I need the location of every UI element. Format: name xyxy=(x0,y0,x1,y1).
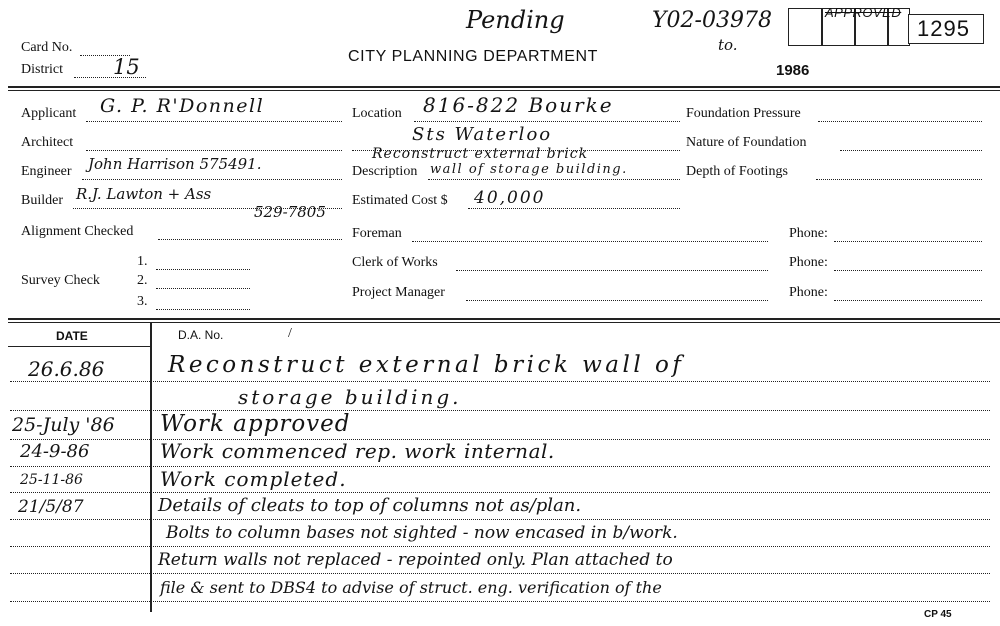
survey-line xyxy=(156,309,250,310)
survey-line xyxy=(156,269,250,270)
project-manager-line xyxy=(466,300,768,301)
log-top-rule-inner xyxy=(8,322,1000,323)
location-label: Location xyxy=(352,106,402,121)
log-ruled-line xyxy=(10,573,990,574)
phone-label: Phone: xyxy=(789,285,828,300)
phone-label: Phone: xyxy=(789,226,828,241)
depth-footings-line xyxy=(816,179,982,180)
foundation-pressure-label: Foundation Pressure xyxy=(686,106,801,121)
log-text: Reconstruct external brick wall of xyxy=(168,352,685,378)
nature-foundation-line xyxy=(840,150,982,151)
phone-line xyxy=(834,270,982,271)
top-rule-inner xyxy=(8,90,1000,91)
log-ruled-line xyxy=(10,466,990,467)
phone-line xyxy=(834,241,982,242)
alignment-label: Alignment Checked xyxy=(21,224,134,239)
log-date: 21/5/87 xyxy=(18,497,84,517)
date-column-header: DATE xyxy=(56,329,88,343)
date-column-divider xyxy=(150,322,152,612)
log-text: Work approved xyxy=(160,411,351,437)
alignment-line xyxy=(158,239,342,240)
nature-foundation-label: Nature of Foundation xyxy=(686,135,807,150)
description-line xyxy=(428,179,680,180)
log-text: Work commenced rep. work internal. xyxy=(160,439,555,463)
da-label: D.A. No. xyxy=(178,328,224,342)
log-text: Work completed. xyxy=(160,467,347,491)
log-text: storage building. xyxy=(238,385,462,409)
log-date: 24-9-86 xyxy=(20,441,90,462)
foreman-line xyxy=(412,241,768,242)
log-text: Details of cleats to top of columns not as/plan. xyxy=(158,495,582,516)
log-ruled-line xyxy=(10,519,990,520)
status-handwritten: Pending xyxy=(466,6,565,34)
digit-box xyxy=(788,8,823,46)
page-title: CITY PLANNING DEPARTMENT xyxy=(348,48,598,65)
foreman-label: Foreman xyxy=(352,226,402,241)
description-value: wall of storage building. xyxy=(430,162,628,177)
architect-line xyxy=(86,150,342,151)
log-ruled-line xyxy=(10,546,990,547)
district-label: District xyxy=(21,62,63,77)
project-manager-label: Project Manager xyxy=(352,285,445,300)
log-ruled-line xyxy=(10,601,990,602)
reference-handwritten: Y02-03978 xyxy=(652,8,772,33)
top-rule xyxy=(8,86,1000,88)
location-line xyxy=(414,121,680,122)
date-header-rule xyxy=(8,346,150,347)
phone-label: Phone: xyxy=(789,255,828,270)
location-value: 816-822 Bourke xyxy=(423,93,614,117)
card-number: 1295 xyxy=(917,16,970,41)
to-mark: to. xyxy=(718,36,738,54)
engineer-label: Engineer xyxy=(21,164,72,179)
log-top-rule xyxy=(8,318,1000,320)
applicant-value: G. P. R'Donnell xyxy=(100,95,265,117)
log-text: file & sent to DBS4 to advise of struct. eng. verification of the xyxy=(160,578,662,597)
survey-item: 1. xyxy=(137,254,148,269)
location-value-2: Sts Waterloo xyxy=(412,124,553,145)
clerk-label: Clerk of Works xyxy=(352,255,438,270)
form-code: CP 45 xyxy=(924,609,952,620)
description-value-top: Reconstruct external brick xyxy=(372,146,589,162)
architect-label: Architect xyxy=(21,135,74,150)
estimated-cost-label: Estimated Cost $ xyxy=(352,193,448,208)
survey-item: 3. xyxy=(137,294,148,309)
log-text: Return walls not replaced - repointed only. Plan attached to xyxy=(158,550,673,570)
estimated-cost-value: 40,000 xyxy=(474,188,546,208)
engineer-value: John Harrison 575491. xyxy=(88,155,262,173)
log-date: 26.6.86 xyxy=(28,357,105,381)
district-value: 15 xyxy=(113,55,140,79)
survey-item: 2. xyxy=(137,273,148,288)
applicant-label: Applicant xyxy=(21,106,77,121)
log-ruled-line xyxy=(10,381,990,382)
log-date: 25-July '86 xyxy=(12,414,115,436)
builder-value: R.J. Lawton + Ass xyxy=(76,185,212,203)
estimated-cost-line xyxy=(468,208,680,209)
da-value: / xyxy=(288,326,292,341)
log-date: 25-11-86 xyxy=(20,472,83,488)
clerk-line xyxy=(456,270,768,271)
log-ruled-line xyxy=(10,492,990,493)
log-ruled-line xyxy=(10,410,990,411)
engineer-line xyxy=(82,179,342,180)
survey-line xyxy=(156,288,250,289)
survey-label: Survey Check xyxy=(21,273,100,288)
depth-footings-label: Depth of Footings xyxy=(686,164,788,179)
card-no-label: Card No. xyxy=(21,40,73,55)
log-text: Bolts to column bases not sighted - now encased in b/work. xyxy=(166,523,678,543)
applicant-line xyxy=(86,121,342,122)
builder-phone: 529-7805 xyxy=(254,203,326,221)
foundation-pressure-line xyxy=(818,121,982,122)
approved-stamp: APPROVED xyxy=(825,5,902,20)
year: 1986 xyxy=(776,62,810,79)
builder-label: Builder xyxy=(21,193,63,208)
description-label: Description xyxy=(352,164,418,179)
phone-line xyxy=(834,300,982,301)
